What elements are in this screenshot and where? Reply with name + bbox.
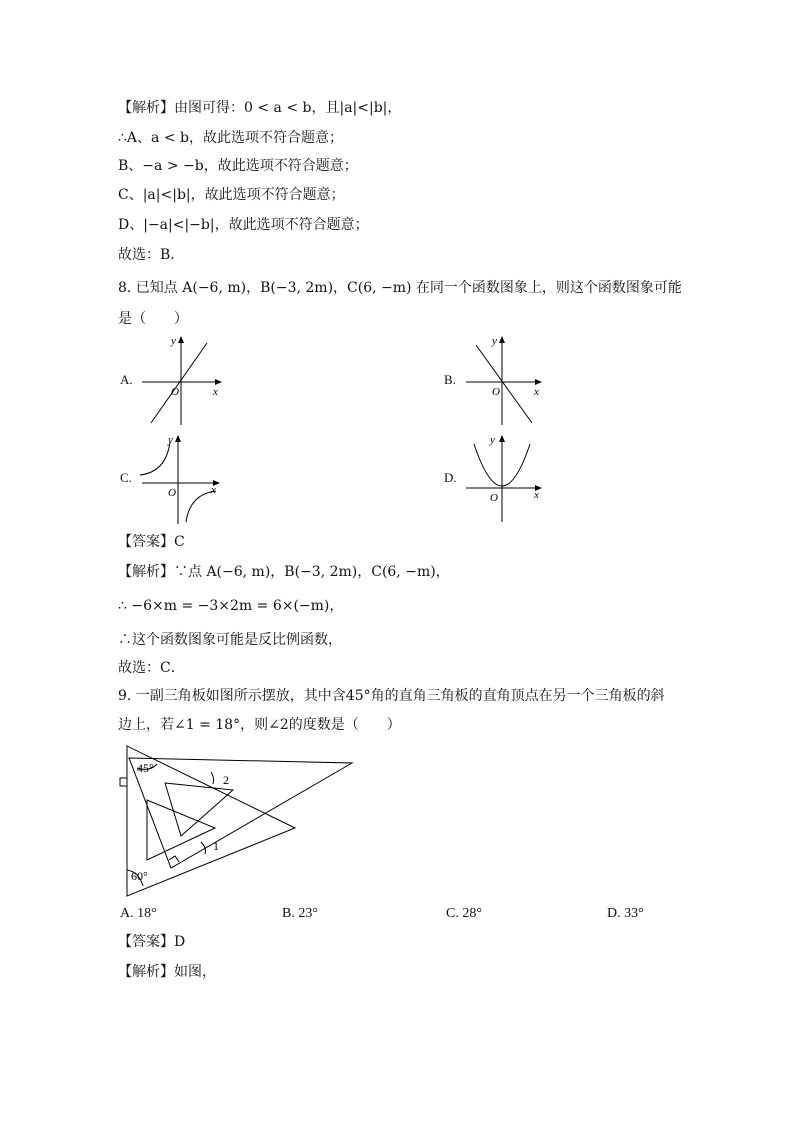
analysis-line-4: C、|a|<|b|，故此选项不符合题意； [118,187,345,203]
question-9-line-1: 9. 一副三角板如图所示摆放，其中含45°角的直角三角板的直角顶点在另一个三角板的斜 [118,688,665,704]
answer-choice-line: 故选：B． [118,247,185,263]
graph-a [138,333,228,428]
explanation-8-line-2: ∴ −6×m = −3×2m = 6×(−m)， [118,598,344,614]
explanation-9: 【解析】如图， [118,964,216,980]
option-a-label: A. [120,372,133,387]
choice-9-b: B. 23° [282,906,318,921]
explanation-8-line-4: 故选：C． [118,660,185,676]
angle-60-label: 60° [131,869,148,883]
y-axis-label: y [492,335,497,347]
analysis-line-2: ∴A、a < b，故此选项不符合题意； [118,130,343,146]
origin-label: O [171,386,179,398]
x-axis-label: x [213,386,218,398]
angle-1-label: 1 [213,839,219,853]
choice-9-c: C. 28° [446,906,482,921]
option-c-label: C. [120,470,132,485]
explanation-8-line-1: 【解析】∵点 A(−6, m)，B(−3, 2m)，C(6, −m)， [118,564,450,580]
x-axis-label: x [534,386,539,398]
graph-c [138,432,228,527]
question-9-line-2: 边上，若∠1 = 18°，则∠2的度数是（ ） [118,717,401,733]
option-b-label: B. [444,372,456,387]
explanation-8-line-3: ∴这个函数图象可能是反比例函数， [118,632,342,648]
angle-45-label: 45° [137,761,154,775]
analysis-line-1: 【解析】由图可得：0 < a < b，且|a|<|b|， [118,100,402,116]
y-axis-label: y [490,434,495,446]
set-square-figure [115,738,360,903]
y-axis-label: y [171,335,176,347]
angle-2-label: 2 [223,773,229,787]
x-axis-label: x [534,489,539,501]
y-axis-label: y [168,434,173,446]
option-d-label: D. [444,470,457,485]
origin-label: O [168,487,176,499]
graph-d [462,432,552,527]
x-axis-label: x [211,484,216,496]
answer-8: 【答案】C [118,534,185,550]
choice-9-d: D. 33° [607,906,644,921]
answer-9: 【答案】D [118,934,186,950]
question-8-line-2: 是（ ） [118,311,188,327]
graph-b [462,333,552,428]
analysis-line-5: D、|−a|<|−b|，故此选项不符合题意； [118,217,369,233]
question-8-line-1: 8. 已知点 A(−6, m)，B(−3, 2m)，C(6, −m) 在同一个函数图象上，则这个函数图象可能 [118,280,682,296]
origin-label: O [490,492,498,504]
analysis-line-3: B、−a > −b，故此选项不符合题意； [118,158,358,174]
origin-label: O [492,386,500,398]
choice-9-a: A. 18° [120,906,157,921]
